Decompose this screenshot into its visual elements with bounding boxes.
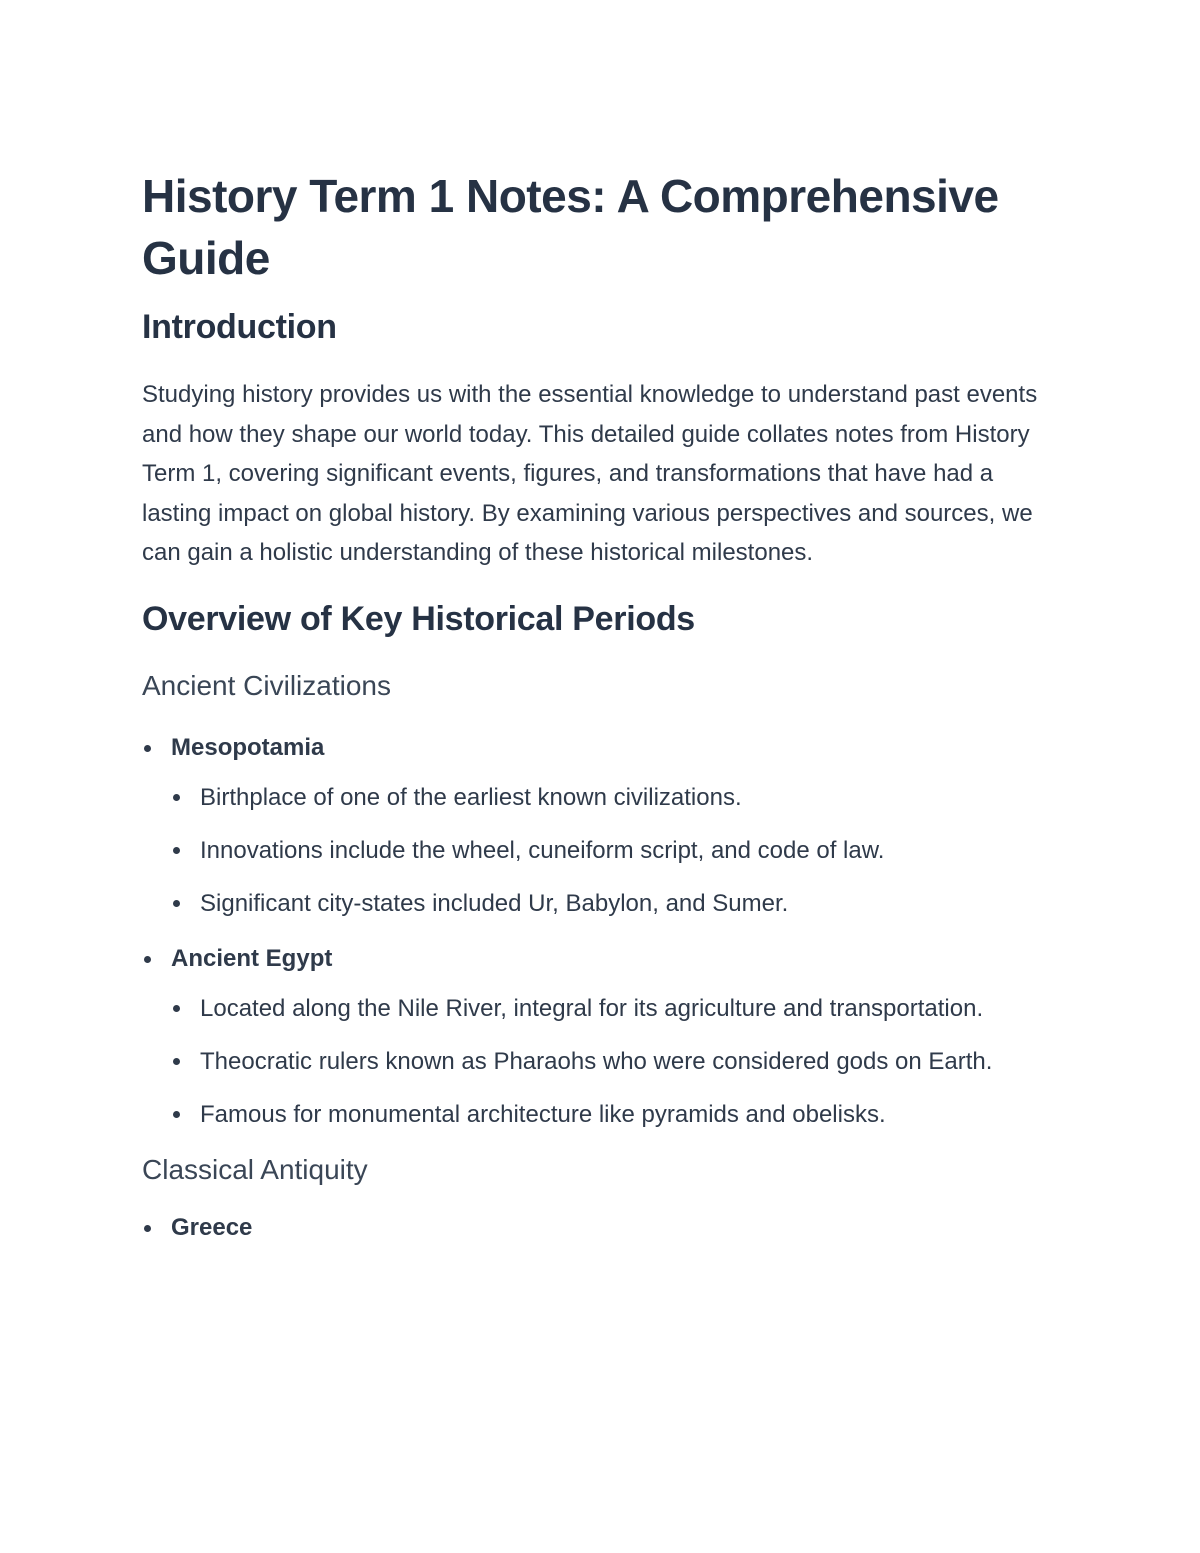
classical-antiquity-list <box>142 1212 1062 1244</box>
list-subitem-text: Significant city-states included Ur, Babylon, and Sumer. <box>200 889 789 917</box>
introduction-heading: Introduction <box>142 308 337 346</box>
list-subitem <box>142 884 1062 923</box>
classical-antiquity-heading: Classical Antiquity <box>142 1153 368 1185</box>
bullet-icon <box>173 1111 180 1118</box>
bullet-icon <box>173 1058 180 1065</box>
ancient-civilizations-heading: Ancient Civilizations <box>142 669 391 701</box>
list-subitem <box>142 1095 1062 1134</box>
bullet-icon <box>144 1225 151 1232</box>
list-subitem-text: Innovations include the wheel, cuneiform script, and code of law. <box>200 836 885 864</box>
list-item-label: Mesopotamia <box>171 733 325 761</box>
document-title: History Term 1 Notes: A Comprehensive Guide <box>142 170 999 284</box>
introduction-paragraph: Studying history provides us with the essential knowledge to understand past events and how they shape our world today. This detailed guide collates notes from History Term 1, covering significant events, figures, and transformations that have had a lasting impact on global history. By examining various perspectives and sources, we can gain a holistic understanding of these historical milestones. <box>142 381 1038 566</box>
ancient-civilizations-list <box>142 732 1062 1134</box>
overview-heading: Overview of Key Historical Periods <box>142 599 695 638</box>
list-item-mesopotamia <box>142 732 1062 764</box>
list-subitem-text: Famous for monumental architecture like pyramids and obelisks. <box>200 1100 886 1128</box>
document-page <box>142 165 1062 1244</box>
list-item-label: Ancient Egypt <box>171 944 333 972</box>
bullet-icon <box>173 900 180 907</box>
list-item-greece <box>142 1212 1062 1244</box>
list-subitem <box>142 831 1062 870</box>
list-subitem-text: Located along the Nile River, integral for its agriculture and transportation. <box>200 994 984 1022</box>
bullet-icon <box>173 794 180 801</box>
list-item-label: Greece <box>171 1213 253 1241</box>
bullet-icon <box>144 956 151 963</box>
list-subitem-text: Birthplace of one of the earliest known civilizations. <box>200 783 742 811</box>
list-item-ancient-egypt <box>142 943 1062 975</box>
list-subitem <box>142 1042 1062 1081</box>
list-subitem-text: Theocratic rulers known as Pharaohs who were considered gods on Earth. <box>200 1047 993 1075</box>
bullet-icon <box>144 745 151 752</box>
bullet-icon <box>173 847 180 854</box>
list-subitem <box>142 778 1062 817</box>
bullet-icon <box>173 1005 180 1012</box>
list-subitem <box>142 989 1062 1028</box>
